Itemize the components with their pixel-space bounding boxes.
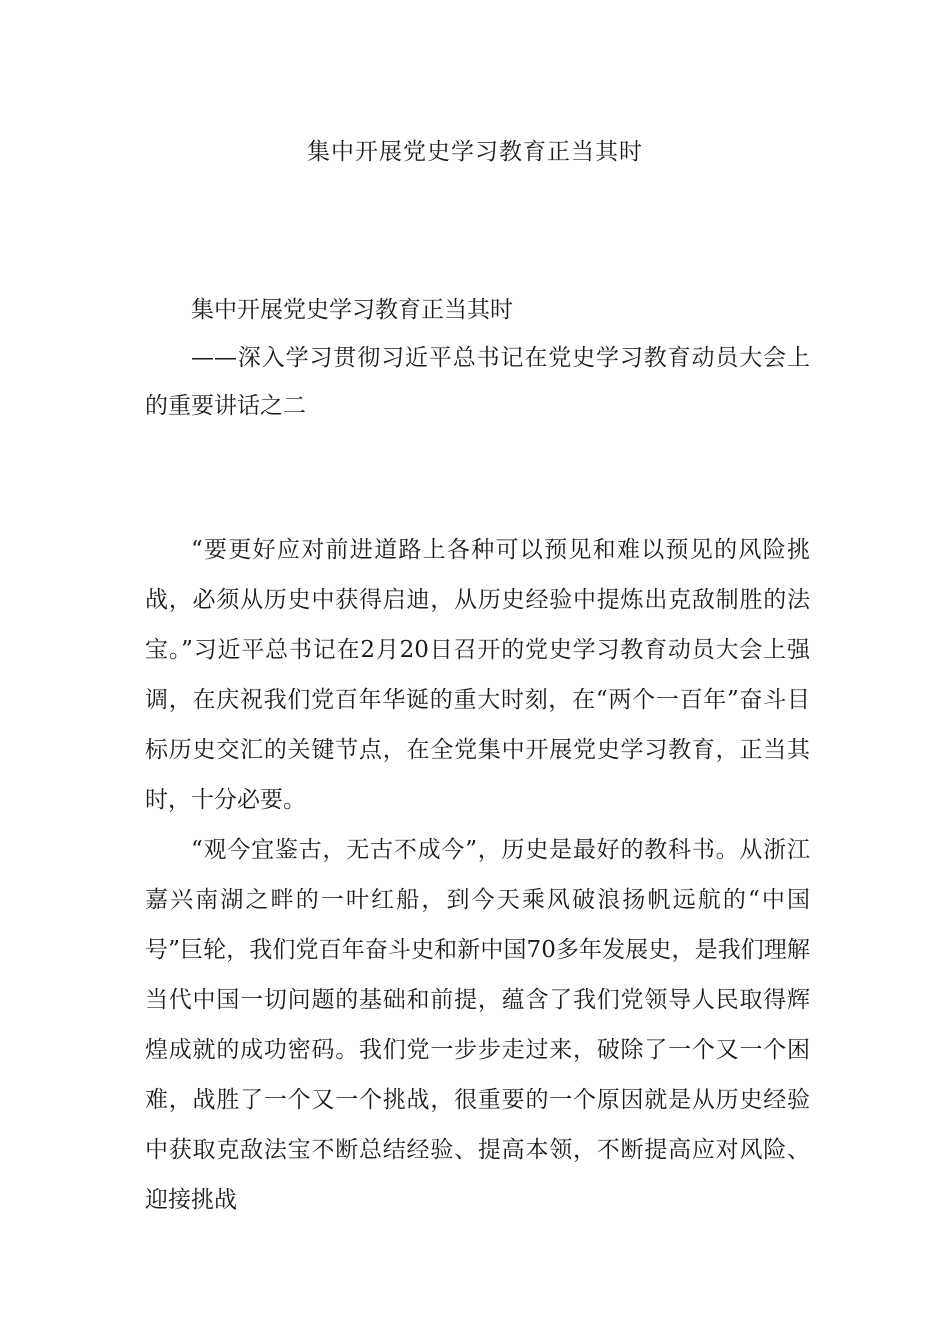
- article-subtitle: ——深入学习贯彻习近平总书记在党史学习教育动员大会上的重要讲话之二: [145, 345, 810, 419]
- body-paragraph: “观今宜鉴古，无古不成今”，历史是最好的教科书。从浙江嘉兴南湖之畔的一叶红船，到今天乘风破浪扬帆远航的“中国号”巨轮，我们党百年奋斗史和新中国70多年发展史，是我们理解当代中国一切问题的基础和前提，蕴含了我们党领导人民取得辉煌成就的成功密码。我们党一步步走过来，破除了一个又一个困难，战胜了一个又一个挑战，很重要的一个原因就是从历史经验中获取克敌法宝不断总结经验、提高本领，不断提高应对风险、迎接挑战: [145, 837, 810, 1213]
- document-title: 集中开展党史学习教育正当其时: [307, 139, 643, 165]
- article-heading: 集中开展党史学习教育正当其时: [191, 297, 513, 323]
- article-header: [145, 286, 810, 430]
- article-body: [145, 525, 810, 1225]
- body-paragraph: “要更好应对前进道路上各种可以预见和难以预见的风险挑战，必须从历史中获得启迪，从历史经验中提炼出克敌制胜的法宝。”习近平总书记在2月20日召开的党史学习教育动员大会上强调，在庆祝我们党百年华诞的重大时刻，在“两个一百年”奋斗目标历史交汇的关键节点，在全党集中开展党史学习教育，正当其时，十分必要。: [145, 537, 810, 813]
